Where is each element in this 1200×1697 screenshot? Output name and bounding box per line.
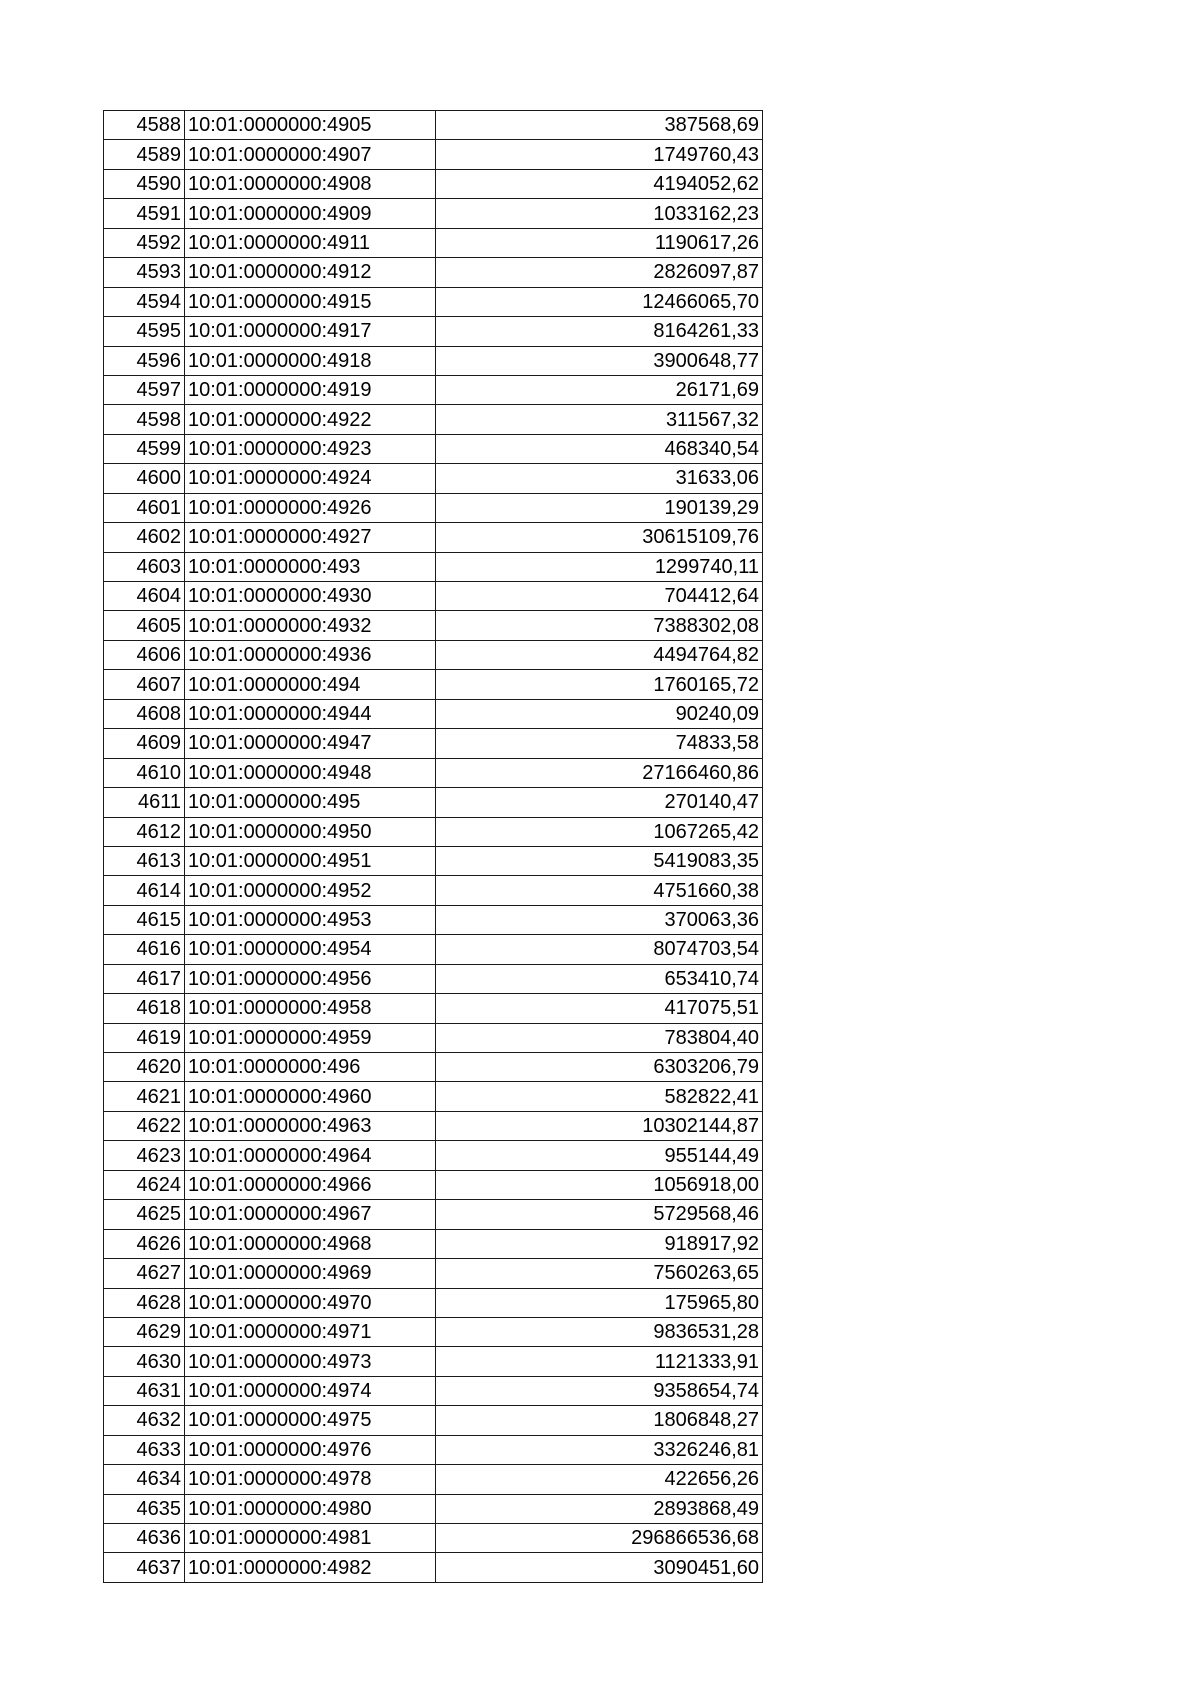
row-number-cell: 4594 [104,287,185,316]
cadastral-number-cell: 10:01:0000000:4936 [185,640,436,669]
row-number-cell: 4595 [104,317,185,346]
value-cell: 4194052,62 [436,169,763,198]
row-number-cell: 4633 [104,1435,185,1464]
cadastral-number-cell: 10:01:0000000:4968 [185,1229,436,1258]
cadastral-number-cell: 10:01:0000000:4919 [185,375,436,404]
cadastral-number-cell: 10:01:0000000:4969 [185,1259,436,1288]
table-row [104,1082,763,1111]
table-row [104,582,763,611]
table-row [104,169,763,198]
row-number-cell: 4626 [104,1229,185,1258]
cadastral-number-cell: 10:01:0000000:4954 [185,935,436,964]
row-number-cell: 4592 [104,228,185,257]
value-cell: 3900648,77 [436,346,763,375]
table-row [104,1200,763,1229]
value-cell: 1760165,72 [436,670,763,699]
table-row [104,1111,763,1140]
table-row [104,964,763,993]
value-cell: 12466065,70 [436,287,763,316]
value-cell: 9836531,28 [436,1317,763,1346]
table-row [104,375,763,404]
row-number-cell: 4636 [104,1524,185,1553]
table-row [104,1229,763,1258]
cadastral-number-cell: 10:01:0000000:495 [185,788,436,817]
table-row [104,405,763,434]
row-number-cell: 4625 [104,1200,185,1229]
table-row [104,199,763,228]
table-row [104,287,763,316]
value-cell: 7560263,65 [436,1259,763,1288]
cadastral-number-cell: 10:01:0000000:4964 [185,1141,436,1170]
row-number-cell: 4604 [104,582,185,611]
table-row [104,111,763,140]
table-row [104,1259,763,1288]
value-cell: 31633,06 [436,464,763,493]
value-cell: 26171,69 [436,375,763,404]
row-number-cell: 4603 [104,552,185,581]
table-row [104,611,763,640]
value-cell: 7388302,08 [436,611,763,640]
table-row [104,1494,763,1523]
row-number-cell: 4600 [104,464,185,493]
cadastral-number-cell: 10:01:0000000:4944 [185,699,436,728]
table-row [104,258,763,287]
value-cell: 387568,69 [436,111,763,140]
row-number-cell: 4637 [104,1553,185,1582]
value-cell: 1299740,11 [436,552,763,581]
cadastral-number-cell: 10:01:0000000:4912 [185,258,436,287]
row-number-cell: 4620 [104,1053,185,1082]
cadastral-number-cell: 10:01:0000000:4976 [185,1435,436,1464]
row-number-cell: 4618 [104,994,185,1023]
cadastral-number-cell: 10:01:0000000:4953 [185,905,436,934]
row-number-cell: 4623 [104,1141,185,1170]
value-cell: 417075,51 [436,994,763,1023]
cadastral-number-cell: 10:01:0000000:4967 [185,1200,436,1229]
value-cell: 5419083,35 [436,846,763,875]
table-body [104,111,763,1583]
cadastral-number-cell: 10:01:0000000:4930 [185,582,436,611]
value-cell: 1749760,43 [436,140,763,169]
row-number-cell: 4611 [104,788,185,817]
row-number-cell: 4609 [104,729,185,758]
cadastral-number-cell: 10:01:0000000:4907 [185,140,436,169]
value-cell: 296866536,68 [436,1524,763,1553]
table-row [104,317,763,346]
table-row [104,464,763,493]
table-row [104,1288,763,1317]
table-row [104,1435,763,1464]
table-row [104,729,763,758]
row-number-cell: 4615 [104,905,185,934]
row-number-cell: 4610 [104,758,185,787]
cadastral-number-cell: 10:01:0000000:4963 [185,1111,436,1140]
cadastral-number-cell: 10:01:0000000:493 [185,552,436,581]
table-row [104,758,763,787]
table-row [104,1053,763,1082]
cadastral-number-cell: 10:01:0000000:4952 [185,876,436,905]
row-number-cell: 4596 [104,346,185,375]
cadastral-number-cell: 10:01:0000000:4978 [185,1465,436,1494]
row-number-cell: 4607 [104,670,185,699]
value-cell: 1806848,27 [436,1406,763,1435]
row-number-cell: 4598 [104,405,185,434]
row-number-cell: 4613 [104,846,185,875]
value-cell: 30615109,76 [436,523,763,552]
row-number-cell: 4593 [104,258,185,287]
row-number-cell: 4588 [104,111,185,140]
cadastral-number-cell: 10:01:0000000:4970 [185,1288,436,1317]
value-cell: 8074703,54 [436,935,763,964]
cadastral-number-cell: 10:01:0000000:4948 [185,758,436,787]
table-row [104,1524,763,1553]
cadastral-number-cell: 10:01:0000000:4905 [185,111,436,140]
table-row [104,1023,763,1052]
table-row [104,788,763,817]
cadastral-number-cell: 10:01:0000000:4915 [185,287,436,316]
row-number-cell: 4624 [104,1170,185,1199]
value-cell: 5729568,46 [436,1200,763,1229]
cadastral-number-cell: 10:01:0000000:4960 [185,1082,436,1111]
table-row [104,935,763,964]
row-number-cell: 4591 [104,199,185,228]
cadastral-number-cell: 10:01:0000000:496 [185,1053,436,1082]
value-cell: 704412,64 [436,582,763,611]
table-row [104,905,763,934]
row-number-cell: 4605 [104,611,185,640]
row-number-cell: 4599 [104,434,185,463]
value-cell: 955144,49 [436,1141,763,1170]
table-row [104,1170,763,1199]
value-cell: 3090451,60 [436,1553,763,1582]
row-number-cell: 4628 [104,1288,185,1317]
table-row [104,493,763,522]
row-number-cell: 4622 [104,1111,185,1140]
cadastral-number-cell: 10:01:0000000:4923 [185,434,436,463]
cadastral-number-cell: 10:01:0000000:4917 [185,317,436,346]
row-number-cell: 4634 [104,1465,185,1494]
table-row [104,876,763,905]
cadastral-number-cell: 10:01:0000000:4974 [185,1376,436,1405]
table-row [104,1317,763,1346]
value-cell: 8164261,33 [436,317,763,346]
value-cell: 653410,74 [436,964,763,993]
table-row [104,994,763,1023]
value-cell: 74833,58 [436,729,763,758]
table-row [104,1347,763,1376]
value-cell: 1067265,42 [436,817,763,846]
value-cell: 90240,09 [436,699,763,728]
row-number-cell: 4616 [104,935,185,964]
table-row [104,1465,763,1494]
value-cell: 9358654,74 [436,1376,763,1405]
value-cell: 190139,29 [436,493,763,522]
table-row [104,1553,763,1582]
table-row [104,1141,763,1170]
row-number-cell: 4590 [104,169,185,198]
table-row [104,1376,763,1405]
row-number-cell: 4630 [104,1347,185,1376]
data-table [103,110,763,1583]
cadastral-number-cell: 10:01:0000000:4918 [185,346,436,375]
table-row [104,434,763,463]
cadastral-number-cell: 10:01:0000000:4924 [185,464,436,493]
table-row [104,817,763,846]
cadastral-number-cell: 10:01:0000000:4922 [185,405,436,434]
value-cell: 1121333,91 [436,1347,763,1376]
value-cell: 270140,47 [436,788,763,817]
row-number-cell: 4635 [104,1494,185,1523]
cadastral-number-cell: 10:01:0000000:4958 [185,994,436,1023]
value-cell: 311567,32 [436,405,763,434]
cadastral-number-cell: 10:01:0000000:4980 [185,1494,436,1523]
row-number-cell: 4619 [104,1023,185,1052]
cadastral-number-cell: 10:01:0000000:4973 [185,1347,436,1376]
value-cell: 10302144,87 [436,1111,763,1140]
cadastral-number-cell: 10:01:0000000:4927 [185,523,436,552]
cadastral-number-cell: 10:01:0000000:4982 [185,1553,436,1582]
value-cell: 3326246,81 [436,1435,763,1464]
table-row [104,552,763,581]
row-number-cell: 4589 [104,140,185,169]
table-row [104,346,763,375]
value-cell: 6303206,79 [436,1053,763,1082]
value-cell: 422656,26 [436,1465,763,1494]
cadastral-number-cell: 10:01:0000000:494 [185,670,436,699]
row-number-cell: 4608 [104,699,185,728]
cadastral-number-cell: 10:01:0000000:4911 [185,228,436,257]
value-cell: 918917,92 [436,1229,763,1258]
value-cell: 582822,41 [436,1082,763,1111]
value-cell: 370063,36 [436,905,763,934]
cadastral-number-cell: 10:01:0000000:4975 [185,1406,436,1435]
row-number-cell: 4606 [104,640,185,669]
cadastral-number-cell: 10:01:0000000:4981 [185,1524,436,1553]
row-number-cell: 4621 [104,1082,185,1111]
table-row [104,640,763,669]
row-number-cell: 4632 [104,1406,185,1435]
table-row [104,228,763,257]
row-number-cell: 4601 [104,493,185,522]
cadastral-number-cell: 10:01:0000000:4956 [185,964,436,993]
table-row [104,140,763,169]
cadastral-number-cell: 10:01:0000000:4950 [185,817,436,846]
value-cell: 2893868,49 [436,1494,763,1523]
row-number-cell: 4614 [104,876,185,905]
row-number-cell: 4631 [104,1376,185,1405]
value-cell: 468340,54 [436,434,763,463]
value-cell: 4751660,38 [436,876,763,905]
table-row [104,1406,763,1435]
table-row [104,523,763,552]
value-cell: 175965,80 [436,1288,763,1317]
value-cell: 1056918,00 [436,1170,763,1199]
value-cell: 27166460,86 [436,758,763,787]
row-number-cell: 4617 [104,964,185,993]
cadastral-number-cell: 10:01:0000000:4971 [185,1317,436,1346]
value-cell: 783804,40 [436,1023,763,1052]
row-number-cell: 4597 [104,375,185,404]
table-row [104,670,763,699]
value-cell: 1190617,26 [436,228,763,257]
cadastral-number-cell: 10:01:0000000:4966 [185,1170,436,1199]
row-number-cell: 4602 [104,523,185,552]
cadastral-number-cell: 10:01:0000000:4909 [185,199,436,228]
table-row [104,699,763,728]
row-number-cell: 4629 [104,1317,185,1346]
cadastral-number-cell: 10:01:0000000:4932 [185,611,436,640]
row-number-cell: 4612 [104,817,185,846]
cadastral-number-cell: 10:01:0000000:4959 [185,1023,436,1052]
table-row [104,846,763,875]
row-number-cell: 4627 [104,1259,185,1288]
value-cell: 1033162,23 [436,199,763,228]
value-cell: 4494764,82 [436,640,763,669]
cadastral-number-cell: 10:01:0000000:4926 [185,493,436,522]
value-cell: 2826097,87 [436,258,763,287]
cadastral-number-cell: 10:01:0000000:4908 [185,169,436,198]
cadastral-number-cell: 10:01:0000000:4951 [185,846,436,875]
cadastral-number-cell: 10:01:0000000:4947 [185,729,436,758]
